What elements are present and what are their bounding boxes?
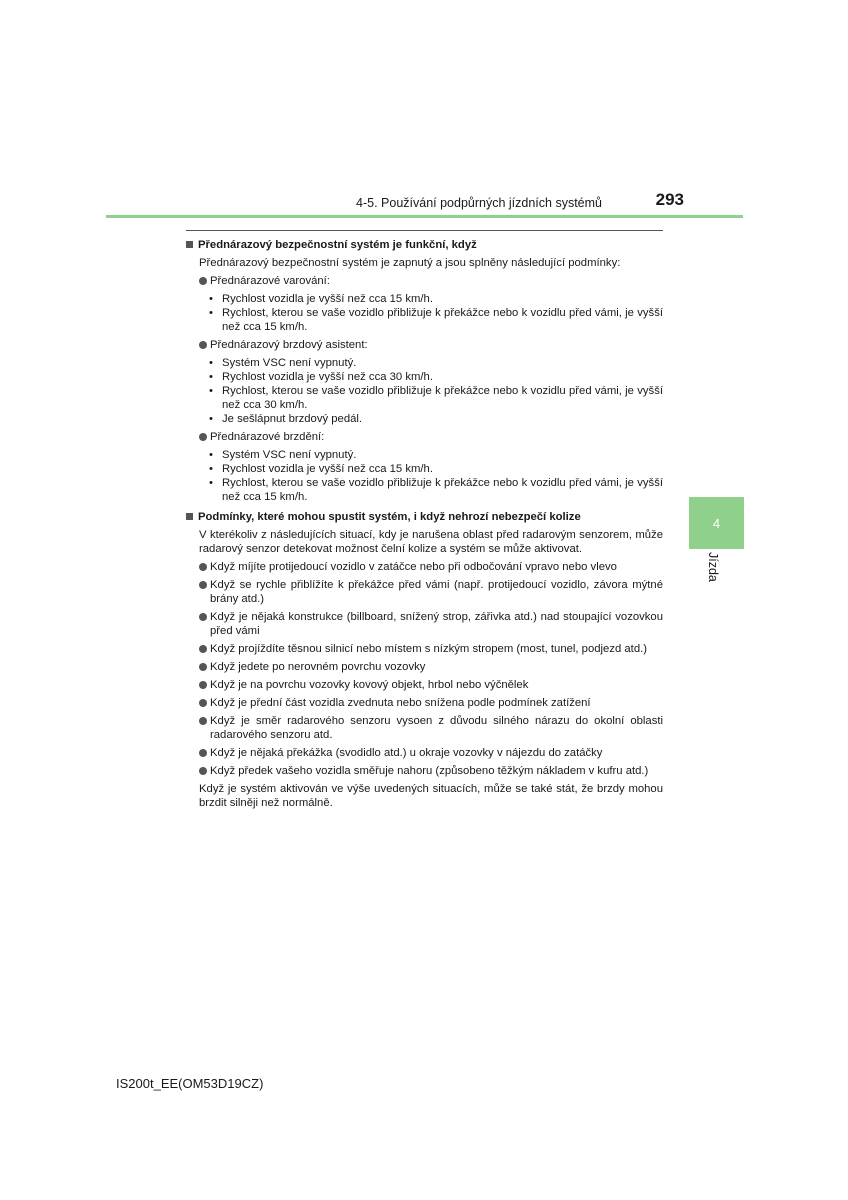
list-item-text: Přednárazový brzdový asistent: [210, 339, 368, 351]
list-item [199, 274, 663, 288]
list-item [199, 430, 663, 444]
circle-bullet-icon [199, 663, 207, 671]
list-item [199, 338, 663, 352]
main-content [186, 238, 663, 810]
section-heading [186, 238, 663, 252]
sub-list-item [209, 292, 663, 306]
list-item-text: Když je směr radarového senzoru vysoen z důvodu silného nárazu do okolní oblasti radarového senzoru atd. [210, 715, 663, 741]
sub-list-item [209, 306, 663, 334]
circle-bullet-icon [199, 645, 207, 653]
list-item-text: Když se rychle přiblížíte k překážce před vámi (např. protijedoucí vozidlo, závora mýtné brány atd.) [210, 579, 663, 605]
chapter-tab [689, 497, 744, 549]
sub-list-item-text: Rychlost vozidla je vyšší než cca 30 km/h. [222, 371, 433, 383]
list-item [199, 746, 663, 760]
sub-list-item [209, 448, 663, 462]
dot-marker-icon: • [209, 357, 213, 369]
circle-bullet-icon [199, 717, 207, 725]
sub-list-item-text: Rychlost vozidla je vyšší než cca 15 km/h. [222, 293, 433, 305]
list-item [199, 642, 663, 656]
list-item-text: Když předek vašeho vozidla směřuje nahoru (způsobeno těžkým nákladem v kufru atd.) [210, 765, 649, 777]
sub-list-item [209, 356, 663, 370]
list-item [199, 696, 663, 710]
list-item [199, 578, 663, 606]
paragraph: Přednárazový bezpečnostní systém je zapnutý a jsou splněny následující podmínky: [199, 257, 621, 269]
list-item [199, 714, 663, 742]
section-heading [186, 510, 663, 524]
list-item-text: Když míjíte protijedoucí vozidlo v zatáčce nebo při odbočování vpravo nebo vlevo [210, 561, 617, 573]
circle-bullet-icon [199, 699, 207, 707]
heading-text: Přednárazový bezpečnostní systém je funkční, když [198, 239, 477, 251]
sub-list-item [209, 462, 663, 476]
circle-bullet-icon [199, 341, 207, 349]
list-item-text: Přednárazové varování: [210, 275, 330, 287]
circle-bullet-icon [199, 433, 207, 441]
dot-marker-icon: • [209, 413, 213, 425]
list-item [199, 560, 663, 574]
chapter-number: 4 [712, 515, 721, 531]
list-item-text: Když je přední část vozidla zvednuta nebo snížena podle podmínek zatížení [210, 697, 591, 709]
circle-bullet-icon [199, 613, 207, 621]
dot-marker-icon: • [209, 293, 213, 305]
sub-list-item-text: Rychlost, kterou se vaše vozidlo přibližuje k překážce nebo k vozidlu před vámi, je vyšší než cca 15 km/h. [222, 477, 663, 503]
sub-list-item [209, 384, 663, 412]
paragraph: V kterékoliv z následujících situací, kdy je narušena oblast před radarovým senzorem, může radarový senzor detekovat možnost čelní kolize a systém se může aktivovat. [199, 529, 663, 555]
list-item [199, 678, 663, 692]
circle-bullet-icon [199, 681, 207, 689]
sub-list-item [209, 412, 663, 426]
sub-list-item [209, 476, 663, 504]
circle-bullet-icon [199, 277, 207, 285]
sub-list-item-text: Rychlost vozidla je vyšší než cca 15 km/h. [222, 463, 433, 475]
heading-text: Podmínky, které mohou spustit systém, i když nehrozí nebezpečí kolize [198, 511, 581, 523]
list-item-text: Když jedete po nerovném povrchu vozovky [210, 661, 426, 673]
circle-bullet-icon [199, 767, 207, 775]
sub-list-item-text: Rychlost, kterou se vaše vozidlo přibližuje k překážce nebo k vozidlu před vámi, je vyšší než cca 30 km/h. [222, 385, 663, 411]
sub-list-item-text: Systém VSC není vypnutý. [222, 449, 357, 461]
list-item-text: Když projíždíte těsnou silnicí nebo místem s nízkým stropem (most, tunel, podjezd atd.) [210, 643, 647, 655]
dot-marker-icon: • [209, 449, 213, 461]
document-code: IS200t_EE(OM53D19CZ) [116, 1076, 264, 1091]
dot-marker-icon: • [209, 463, 213, 475]
header-divider [106, 215, 743, 218]
square-bullet-icon [186, 241, 193, 248]
dot-marker-icon: • [209, 385, 213, 397]
content-divider [186, 230, 663, 231]
list-item [199, 764, 663, 778]
list-item-text: Když je nějaká překážka (svodidlo atd.) u okraje vozovky v nájezdu do zatáčky [210, 747, 603, 759]
sub-list-item-text: Rychlost, kterou se vaše vozidlo přibližuje k překážce nebo k vozidlu před vámi, je vyšší než cca 15 km/h. [222, 307, 663, 333]
circle-bullet-icon [199, 563, 207, 571]
dot-marker-icon: • [209, 371, 213, 383]
page-number: 293 [655, 190, 684, 209]
section-title: 4-5. Používání podpůrných jízdních systémů [356, 196, 602, 210]
square-bullet-icon [186, 513, 193, 520]
list-item-text: Když je nějaká konstrukce (billboard, snížený strop, zářivka atd.) nad stoupající vozovkou před vámi [210, 611, 663, 637]
sub-list-item [209, 370, 663, 384]
list-item [199, 660, 663, 674]
dot-marker-icon: • [209, 307, 213, 319]
sub-list-item-text: Je sešlápnut brzdový pedál. [222, 413, 363, 425]
chapter-label: Jízda [706, 552, 720, 582]
circle-bullet-icon [199, 581, 207, 589]
sub-list-item-text: Systém VSC není vypnutý. [222, 357, 357, 369]
paragraph: Když je systém aktivován ve výše uvedených situacích, může se také stát, že brzdy mohou brzdit silněji než normálně. [199, 783, 663, 809]
circle-bullet-icon [199, 749, 207, 757]
list-item [199, 610, 663, 638]
list-item-text: Když je na povrchu vozovky kovový objekt, hrbol nebo výčnělek [210, 679, 529, 691]
list-item-text: Přednárazové brzdění: [210, 431, 325, 443]
dot-marker-icon: • [209, 477, 213, 489]
